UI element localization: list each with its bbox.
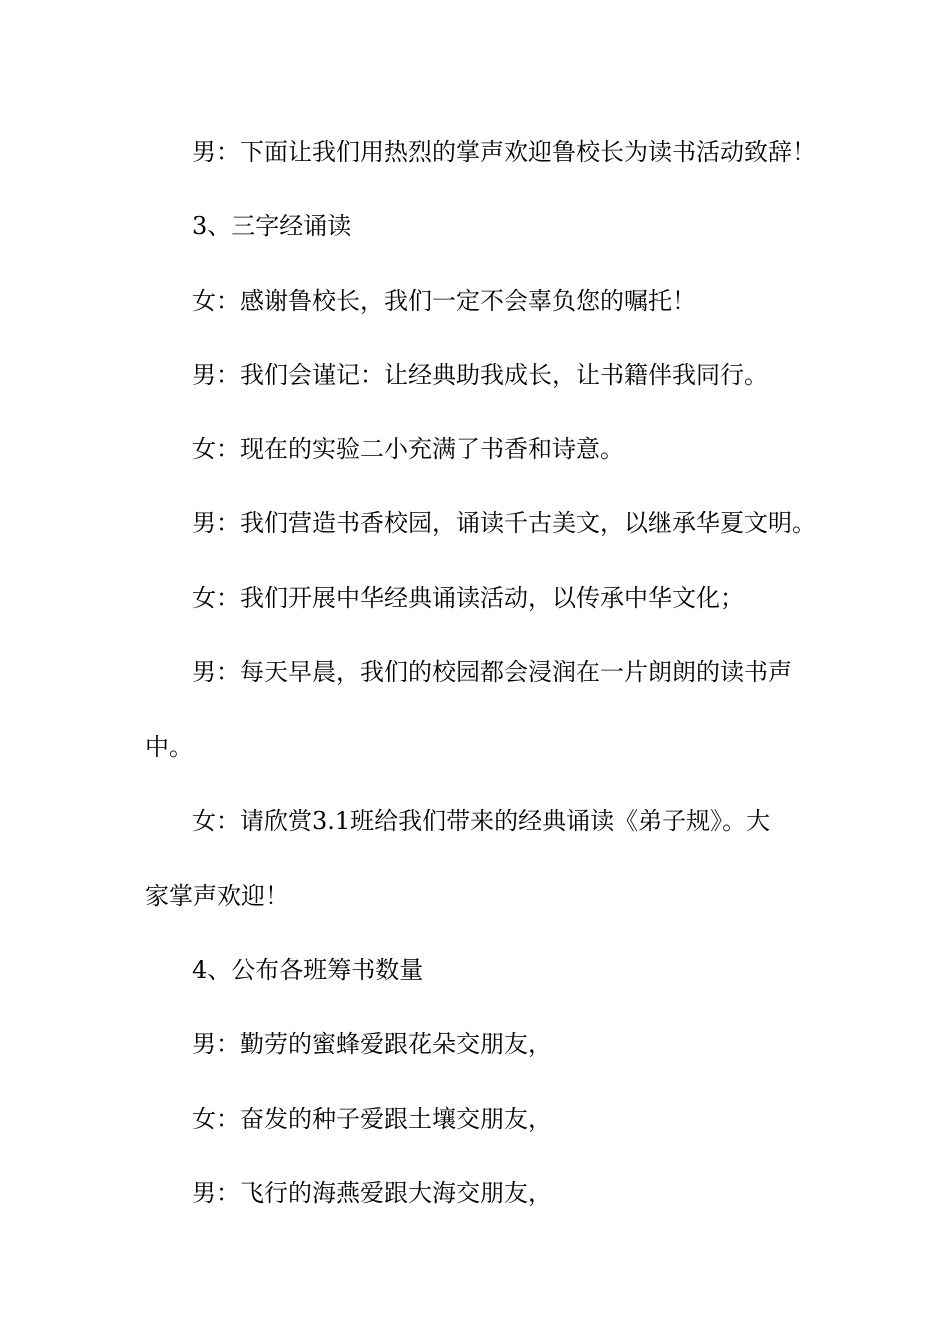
section-heading: 4、公布各班筹书数量 [192,956,424,984]
text-line: 女：请欣赏3.1班给我们带来的经典诵读《弟子规》。大 [192,807,771,835]
text-line: 女：奋发的种子爱跟土壤交朋友， [192,1105,552,1133]
section-heading: 3、三字经诵读 [192,212,352,240]
text-line: 男：每天早晨，我们的校园都会浸润在一片朗朗的读书声 [192,658,792,686]
text-line: 男：下面让我们用热烈的掌声欢迎鲁校长为读书活动致辞！ [192,138,816,166]
text-line-continuation: 家掌声欢迎！ [145,882,289,910]
text-line: 男：勤劳的蜜蜂爱跟花朵交朋友， [192,1030,552,1058]
text-line: 男：飞行的海燕爱跟大海交朋友， [192,1179,552,1207]
text-line: 女：感谢鲁校长，我们一定不会辜负您的嘱托！ [192,287,696,315]
text-line-continuation: 中。 [145,733,193,761]
text-line: 女：现在的实验二小充满了书香和诗意。 [192,435,624,463]
text-line: 男：我们营造书香校园，诵读千古美文，以继承华夏文明。 [192,509,816,537]
text-line: 女：我们开展中华经典诵读活动，以传承中华文化； [192,584,744,612]
text-line: 男：我们会谨记：让经典助我成长，让书籍伴我同行。 [192,361,768,389]
